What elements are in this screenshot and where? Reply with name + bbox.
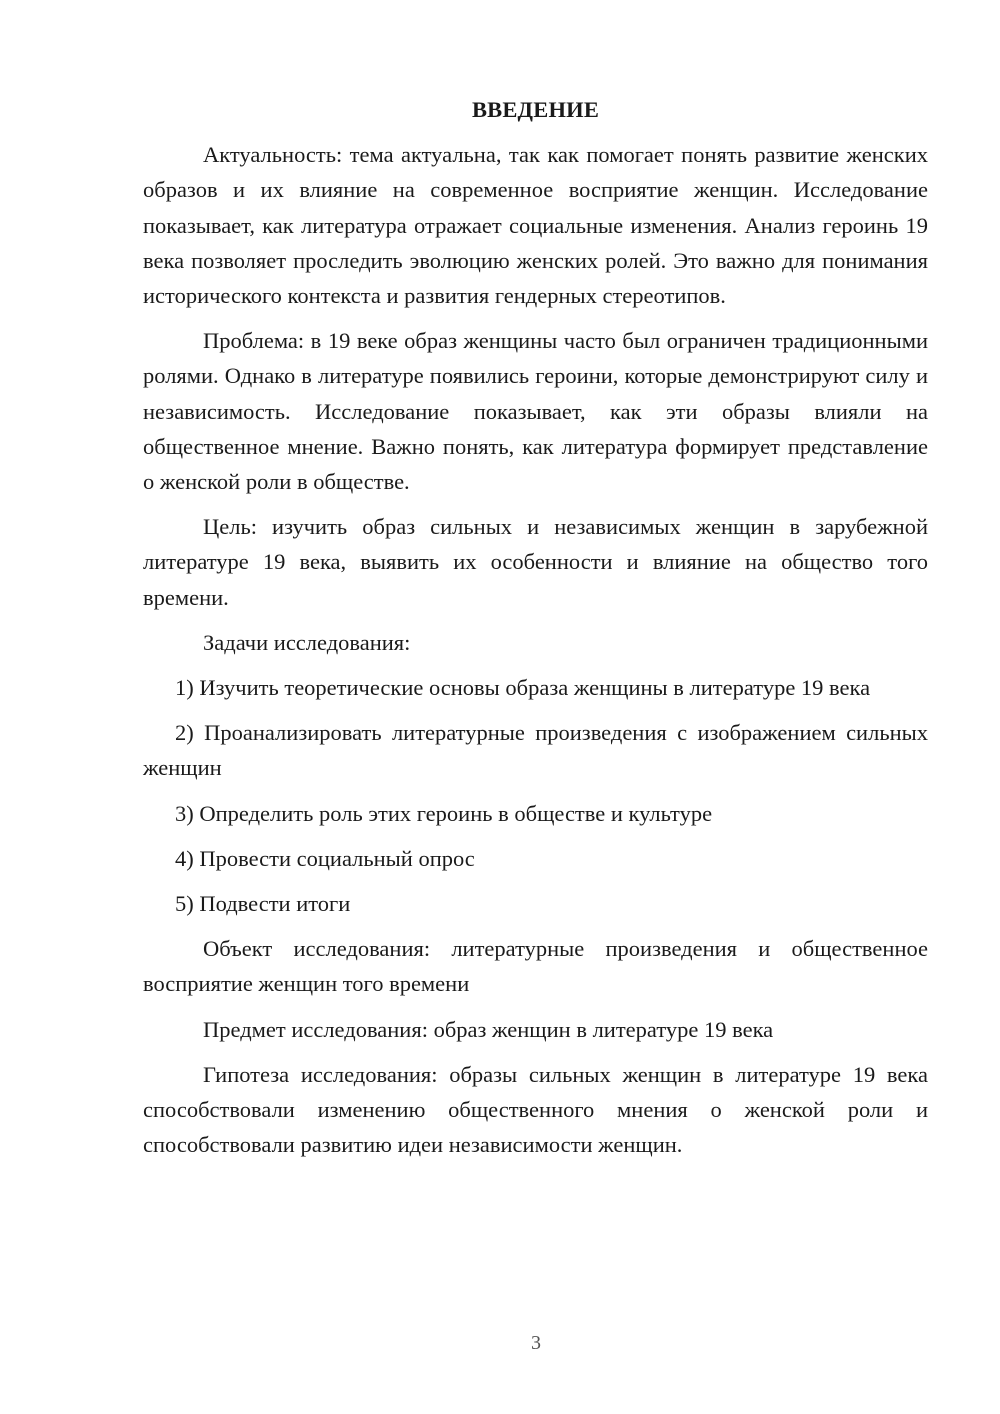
document-body <box>143 92 928 1172</box>
section-title: ВВЕДЕНИЕ <box>471 97 600 122</box>
page-number: 3 <box>531 1332 541 1354</box>
task-item-4: 4) Провести социальный опрос <box>175 845 475 871</box>
paragraph-tasks-heading: Задачи исследования: <box>203 629 411 655</box>
task-item-5: 5) Подвести итоги <box>175 891 351 917</box>
paragraph-object: Объект исследования: литературные произведения и общественное восприятие женщин того времени <box>143 936 928 997</box>
paragraph-goal: Цель: изучить образ сильных и независимых женщин в зарубежной литературе 19 века, выявить их особенности и влияние на общество того времени. <box>143 514 928 610</box>
task-item-1: 1) Изучить теоретические основы образа женщины в литературе 19 века <box>175 675 871 701</box>
task-item-3: 3) Определить роль этих героинь в обществе и культуре <box>175 800 713 826</box>
paragraph-relevance: Актуальность: тема актуальна, так как помогает понять развитие женских образов и их влияние на современное восприятие женщин. Исследование показывает, как литература отражает социальные изменения. Анализ героинь 19 века позволяет проследить эволюцию женских ролей. Это важно для понимания исторического контекста и развития гендерных стереотипов. <box>143 142 928 309</box>
paragraph-hypothesis: Гипотеза исследования: образы сильных женщин в литературе 19 века способствовали изменению общественного мнения о женской роли и способствовали развитию идеи независимости женщин. <box>143 1061 928 1158</box>
paragraph-problem: Проблема: в 19 веке образ женщины часто был ограничен традиционными ролями. Однако в литературе появились героини, которые демонстрируют силу и независимость. Исследование показывает, как эти образы влияли на общественное мнение. Важно понять, как литература формирует представление о женской роли в обществе. <box>143 328 928 495</box>
paragraph-subject: Предмет исследования: образ женщин в литературе 19 века <box>203 1016 774 1042</box>
task-item-2: 2) Проанализировать литературные произведения с изображением сильных женщин <box>143 720 928 781</box>
